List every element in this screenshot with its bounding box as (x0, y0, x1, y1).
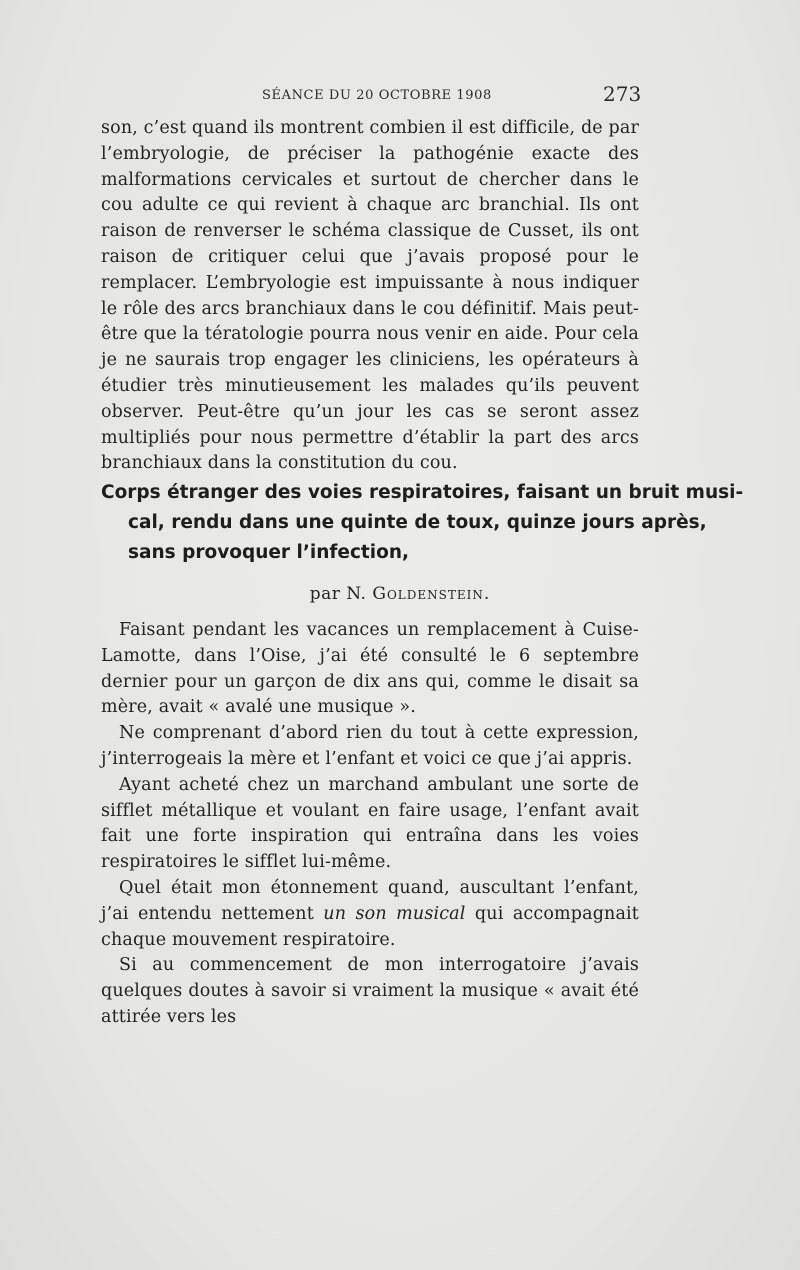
byline-prefix: par N. (309, 584, 367, 604)
running-title: SÉANCE DU 20 OCTOBRE 1908 (262, 88, 492, 103)
paragraph-1: Faisant pendant les vacances un remplacement à Cuise-Lamotte, dans l’Oise, j’ai été consulté le 6 septembre dernier pour un garçon de dix ans qui, comme le disait sa mère, avait « avalé une musique ». (101, 620, 639, 718)
paragraph-4-after: qui accompagnait chaque mouvement respiratoire. (101, 903, 639, 950)
paragraph-2: Ne comprenant d’abord rien du tout à cette expression, j’interrogeais la mère et l’enfant et voici ce que j’ai appris. (101, 723, 639, 769)
paragraph-4-emphasis: un son musical (323, 903, 466, 924)
running-head (0, 82, 800, 110)
article-title (101, 478, 744, 568)
page-number: 273 (603, 82, 642, 106)
title-line-1: Corps étranger des voies respiratoires, faisant un bruit musi- (101, 482, 744, 503)
title-line-2: cal, rendu dans une quinte de toux, quinze jours après, (128, 512, 707, 533)
continuation-text (101, 116, 639, 477)
title-line-3: sans provoquer l’infection, (128, 542, 410, 563)
paragraph-5: Si au commencement de mon interrogatoire j’avais quelques doutes à savoir si vraiment la musique « avait été attirée vers les (101, 955, 639, 1027)
author-name: Goldenstein. (372, 584, 491, 604)
paragraph-3: Ayant acheté chez un marchand ambulant une sorte de sifflet métallique et voulant en faire usage, l’enfant avait fait une forte inspiration qui entraîna dans les voies respiratoires le sifflet lui-même. (101, 774, 639, 873)
paragraph-4-before: Quel était mon étonnement quand, auscultant l’enfant, j’ai entendu nettement (101, 877, 639, 924)
paragraph-4 (101, 876, 639, 953)
article-body (101, 618, 639, 1031)
continuation-paragraph: son, c’est quand ils montrent combien il est difficile, de par l’embryologie, de préciser la pathogénie exacte des malformations cervicales et surtout de chercher dans le cou adulte ce qui revient à chaque arc branchial. Ils ont raison de renverser le schéma classique de Cusset, ils ont raison de critiquer celui que j’avais proposé pour le remplacer. L’embryologie est impuissante à nous indiquer le rôle des arcs branchiaux dans le cou définitif. Mais peut-être que la tératologie pourra nous venir en aide. Pour cela je ne saurais trop engager les cliniciens, les opérateurs à étudier très minutieusement les malades qu’ils peuvent observer. Peut-être qu’un jour les cas se seront assez multipliés pour nous permettre d’établir la part des arcs branchiaux dans la constitution du cou. (101, 118, 639, 474)
byline (0, 584, 800, 604)
